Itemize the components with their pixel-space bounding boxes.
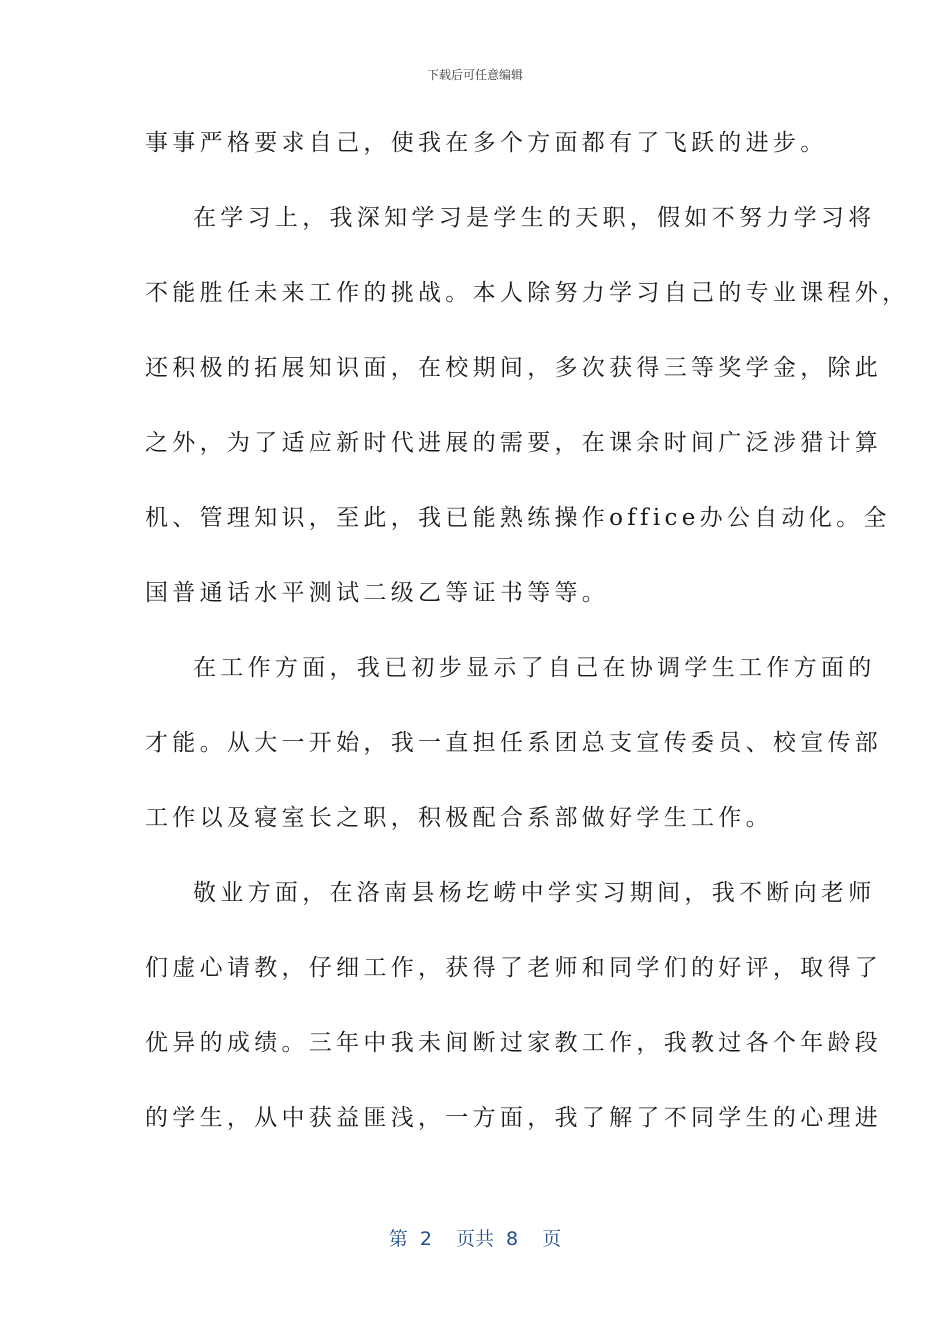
text-line: 国普通话水平测试二级乙等证书等等。: [145, 580, 610, 606]
text-line: 事事严格要求自己，使我在多个方面都有了飞跃的进步。: [145, 130, 828, 156]
text-line: 在工作方面，我已初步显示了自己在协调学生工作方面的: [193, 655, 876, 681]
text-line: 在学习上，我深知学习是学生的天职，假如不努力学习将: [193, 205, 876, 231]
text-line: 才能。从大一开始，我一直担任系团总支宣传委员、校宣传部: [145, 730, 883, 756]
text-line: 们虚心请教，仔细工作，获得了老师和同学们的好评，取得了: [145, 955, 883, 981]
text-line: 机、管理知识，至此，我已能熟练操作office办公自动化。全: [145, 505, 891, 531]
text-line: 不能胜任未来工作的挑战。本人除努力学习自己的专业课程外，: [145, 280, 910, 306]
page-header: 下载后可任意编辑: [426, 68, 523, 82]
text-line: 之外，为了适应新时代进展的需要，在课余时间广泛涉猎计算: [145, 430, 883, 456]
page-number-label: 第 2 页共 8 页: [388, 1228, 562, 1250]
document-body: [145, 118, 910, 1168]
page-footer: [0, 1224, 950, 1251]
text-line: 工作以及寝室长之职，积极配合系部做好学生工作。: [145, 805, 773, 831]
text-line: 还积极的拓展知识面，在校期间，多次获得三等奖学金，除此: [145, 355, 883, 381]
text-line: 优异的成绩。三年中我未间断过家教工作，我教过各个年龄段: [145, 1030, 883, 1056]
text-line: 敬业方面，在洛南县杨圪崂中学实习期间，我不断向老师: [193, 880, 876, 906]
text-line: 的学生，从中获益匪浅，一方面，我了解了不同学生的心理进: [145, 1105, 883, 1131]
